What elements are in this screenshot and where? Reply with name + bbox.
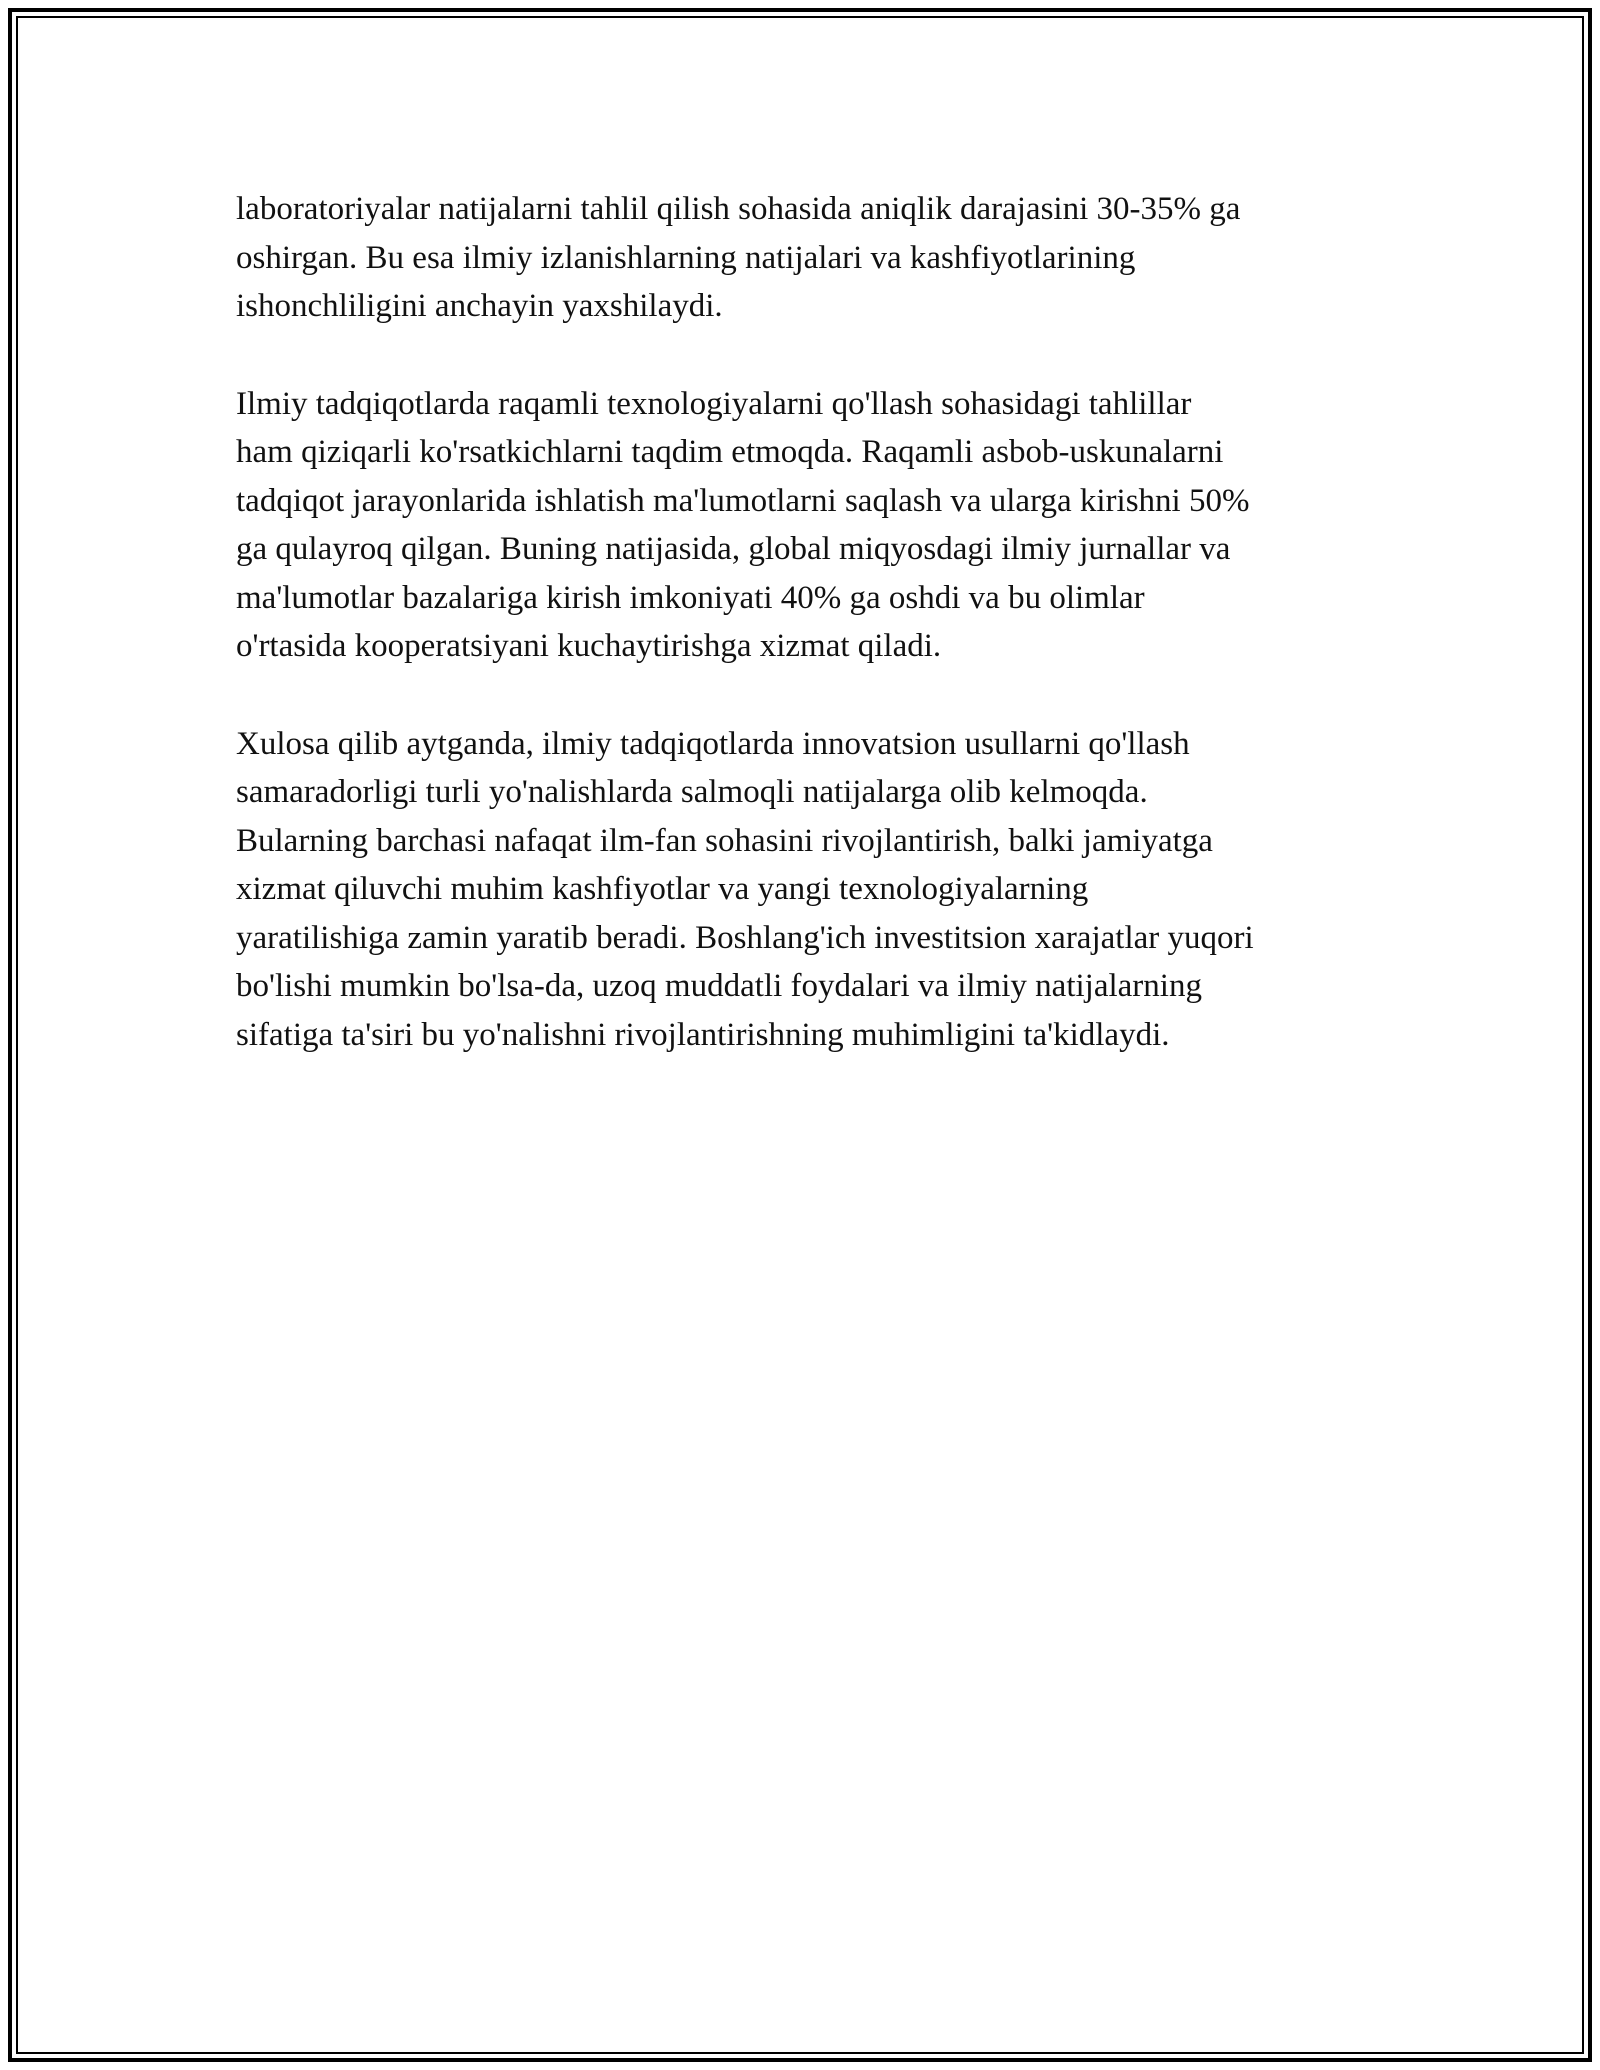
text-line: ishonchliligini anchayin yaxshilaydi. [236,288,723,324]
text-line: ga qulayroq qilgan. Buning natijasida, global miqyosdagi ilmiy jurnallar va [236,531,1231,567]
text-line: yaratilishiga zamin yaratib beradi. Boshlang'ich investitsion xarajatlar yuqori [236,919,1254,956]
text-line: ma'lumotlar bazalariga kirish imkoniyati 40% ga oshdi va bu olimlar [236,579,1145,616]
text-line: Ilmiy tadqiqotlarda raqamli texnologiyalarni qo'llash sohasidagi tahlillar [236,385,1192,422]
text-line: sifatiga ta'siri bu yo'nalishni rivojlantirishning muhimligini ta'kidlaydi. [236,1016,1170,1053]
text-line: bo'lishi mumkin bo'lsa-da, uzoq muddatli foydalari va ilmiy natijalarning [236,968,1202,1004]
text-line: tadqiqot jarayonlarida ishlatish ma'lumotlarni saqlash va ularga kirishni 50% [236,482,1250,519]
paragraph-2 [236,380,1376,671]
paragraph-1 [236,185,1376,331]
text-line: ham qiziqarli ko'rsatkichlarni taqdim etmoqda. Raqamli asbob-uskunalarni [236,434,1224,470]
text-line: Xulosa qilib aytganda, ilmiy tadqiqotlarda innovatsion usullarni qo'llash [236,725,1190,762]
paragraph-3 [236,720,1376,1060]
document-body [236,185,1376,1108]
text-line: Bularning barchasi nafaqat ilm-fan sohasini rivojlantirish, balki jamiyatga [236,822,1213,859]
text-line: xizmat qiluvchi muhim kashfiyotlar va yangi texnologiyalarning [236,871,1089,907]
text-line: o'rtasida kooperatsiyani kuchaytirishga xizmat qiladi. [236,628,942,664]
text-line: laboratoriyalar natijalarni tahlil qilish sohasida aniqlik darajasini 30-35% ga [236,191,1241,227]
text-line: oshirgan. Bu esa ilmiy izlanishlarning natijalari va kashfiyotlarining [236,239,1136,276]
text-line: samaradorligi turli yo'nalishlarda salmoqli natijalarga olib kelmoqda. [236,774,1148,810]
